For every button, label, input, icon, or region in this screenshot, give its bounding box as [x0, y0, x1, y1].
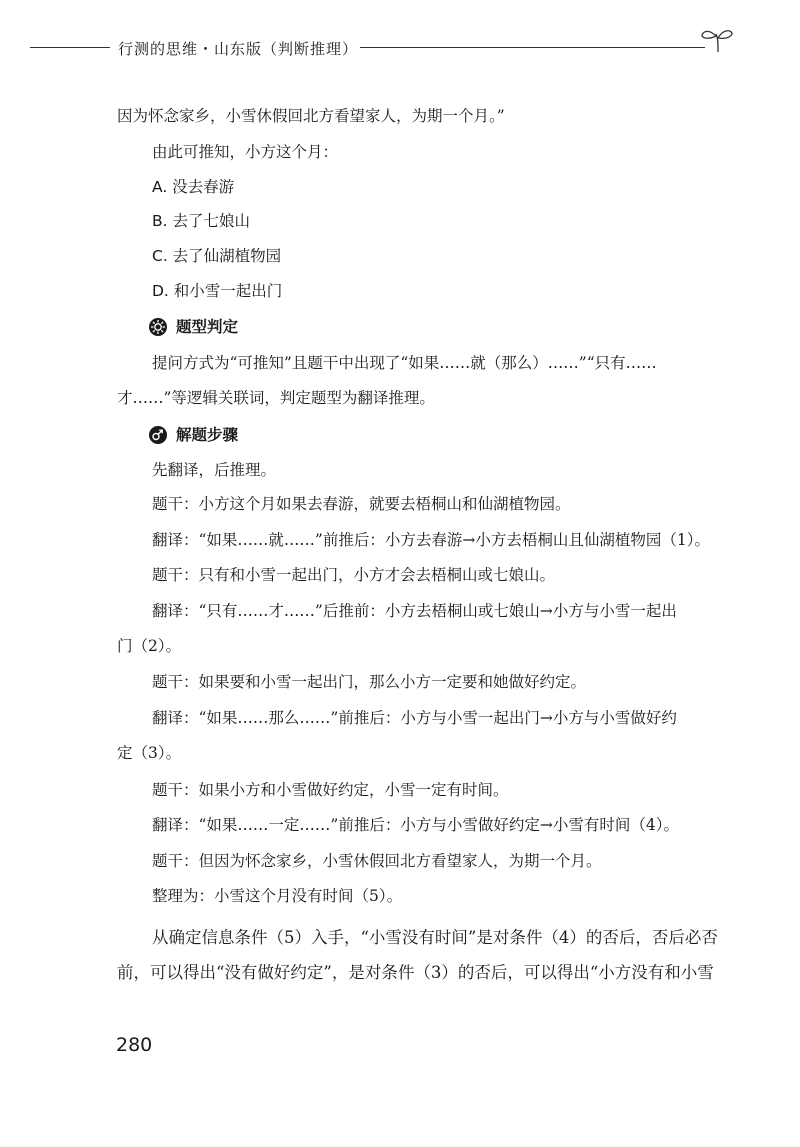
option-b: B. 去了七娘山: [152, 212, 250, 230]
step-line: 整理为：小雪这个月没有时间（5）。: [152, 887, 403, 905]
page-number: 280: [116, 1034, 153, 1056]
step-line: 题干：但因为怀念家乡，小雪休假回北方看望家人，为期一个月。: [152, 852, 602, 870]
step-line: 定（3）。: [117, 744, 182, 762]
step-line: 翻译：“如果……那么……”前推后：小方与小雪一起出门→小方与小雪做好约: [152, 709, 677, 727]
step-line: 门（2）。: [117, 637, 182, 655]
step-line: 翻译：“只有……才……”后推前：小方去梧桐山或七娘山→小方与小雪一起出: [152, 602, 677, 620]
type-body-line-1: 提问方式为“可推知”且题干中出现了“如果……就（那么）……”“只有……: [152, 354, 657, 372]
running-header: [30, 36, 730, 60]
header-rule-left: [30, 47, 110, 48]
header-title: 行测的思维・山东版（判断推理）: [118, 40, 359, 58]
question-stem: 由此可推知，小方这个月：: [152, 143, 339, 161]
step-line: 题干：小方这个月如果去春游，就要去梧桐山和仙湖植物园。: [152, 495, 571, 513]
steps-badge-icon: [148, 425, 168, 445]
step-line: 题干：只有和小雪一起出门，小方才会去梧桐山或七娘山。: [152, 566, 556, 584]
step-line: 题干：如果要和小雪一起出门，那么小方一定要和她做好约定。: [152, 673, 587, 691]
sprout-icon: [698, 24, 738, 54]
type-badge-icon: [148, 317, 168, 337]
type-body-line-2: 才……”等逻辑关联词，判定题型为翻译推理。: [117, 389, 435, 407]
header-rule-right: [360, 47, 705, 48]
option-a: A. 没去春游: [152, 178, 235, 196]
option-c: C. 去了仙湖植物园: [152, 247, 282, 265]
type-heading: 题型判定: [176, 318, 239, 336]
option-d: D. 和小雪一起出门: [152, 282, 283, 300]
step-line: 翻译：“如果……一定……”前推后：小方与小雪做好约定→小雪有时间（4）。: [152, 816, 679, 834]
step-line: 先翻译，后推理。: [152, 461, 277, 479]
step-line: 从确定信息条件（5）入手，“小雪没有时间”是对条件（4）的否后，否后必否: [152, 928, 718, 947]
step-line: 题干：如果小方和小雪做好约定，小雪一定有时间。: [152, 781, 509, 799]
steps-heading: 解题步骤: [176, 426, 239, 444]
step-line: 翻译：“如果……就……”前推后：小方去春游→小方去梧桐山且仙湖植物园（1）。: [152, 531, 710, 549]
question-tail: 因为怀念家乡，小雪休假回北方看望家人，为期一个月。”: [117, 107, 505, 125]
step-line: 前，可以得出“没有做好约定”，是对条件（3）的否后，可以得出“小方没有和小雪: [117, 963, 714, 982]
